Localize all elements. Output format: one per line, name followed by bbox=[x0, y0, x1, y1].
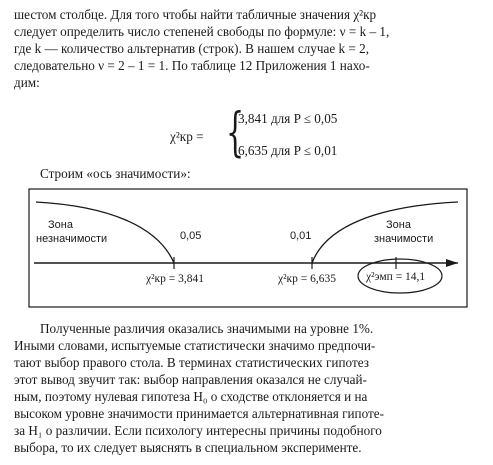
curly-brace-icon: { bbox=[226, 103, 245, 163]
text-line: где k — количество альтернатив (строк). В нашем случае k = 2, bbox=[14, 41, 370, 56]
zone-non-significance-label-1: Зона bbox=[48, 219, 73, 231]
significance-axis-svg bbox=[28, 188, 468, 314]
critical-values-formula bbox=[170, 103, 410, 165]
diagram-frame bbox=[29, 189, 467, 307]
paragraph-degrees-of-freedom bbox=[14, 6, 484, 91]
text-line: тают выбор правого стола. В терминах статистических гипотез bbox=[14, 355, 369, 370]
significance-axis-diagram bbox=[28, 188, 468, 314]
level-001-label: 0,01 bbox=[290, 230, 312, 242]
text-line: дим: bbox=[14, 75, 40, 90]
text-line: этот вывод звучит так: выбор направления оказался не случай- bbox=[14, 372, 367, 387]
text-line: выбора, то их следует выяснять в специальном эксперименте. bbox=[14, 440, 362, 455]
critical-value-005: χ²кр = 3,841 bbox=[146, 273, 204, 285]
axis-arrow-icon bbox=[446, 259, 458, 267]
formula-lhs: χ²кр = bbox=[170, 129, 204, 144]
zone-non-significance-label-2: незначимости bbox=[36, 233, 108, 245]
text-line: высоком уровне значимости принимается альтернативная гипоте- bbox=[14, 406, 385, 421]
zone-significance-label-2: значимости bbox=[374, 233, 434, 245]
text-line: Иными словами, испытуемые статистически значимо предпочи- bbox=[14, 338, 376, 353]
text-line: ным, поэтому нулевая гипотеза H₀ о сходстве отклоняется и на bbox=[14, 389, 368, 404]
text-line: Полученные различия оказались значимыми на уровне 1%. bbox=[40, 321, 374, 336]
zone-significance-label-1: Зона bbox=[386, 219, 411, 231]
caption-significance-axis: Строим «ось значимости»: bbox=[40, 166, 191, 181]
text-line: шестом столбце. Для того чтобы найти табличные значения χ²кр bbox=[14, 7, 377, 22]
paragraph-conclusion bbox=[14, 320, 484, 456]
critical-value-001: χ²кр = 6,635 bbox=[278, 273, 336, 285]
formula-case-001: 6,635 для P ≤ 0,01 bbox=[238, 143, 338, 158]
text-line: следовательно ν = 2 – 1 = 1. По таблице 12 Приложения 1 нахо- bbox=[14, 58, 370, 73]
level-005-label: 0,05 bbox=[180, 230, 202, 242]
formula-case-005: 3,841 для P ≤ 0,05 bbox=[238, 111, 338, 126]
text-line: за H₁ о различии. Если психологу интересны причины подобного bbox=[14, 423, 382, 438]
empirical-value: χ²эмп = 14,1 bbox=[366, 271, 426, 283]
text-line: следует определить число степеней свободы по формуле: ν = k – 1, bbox=[14, 24, 390, 39]
